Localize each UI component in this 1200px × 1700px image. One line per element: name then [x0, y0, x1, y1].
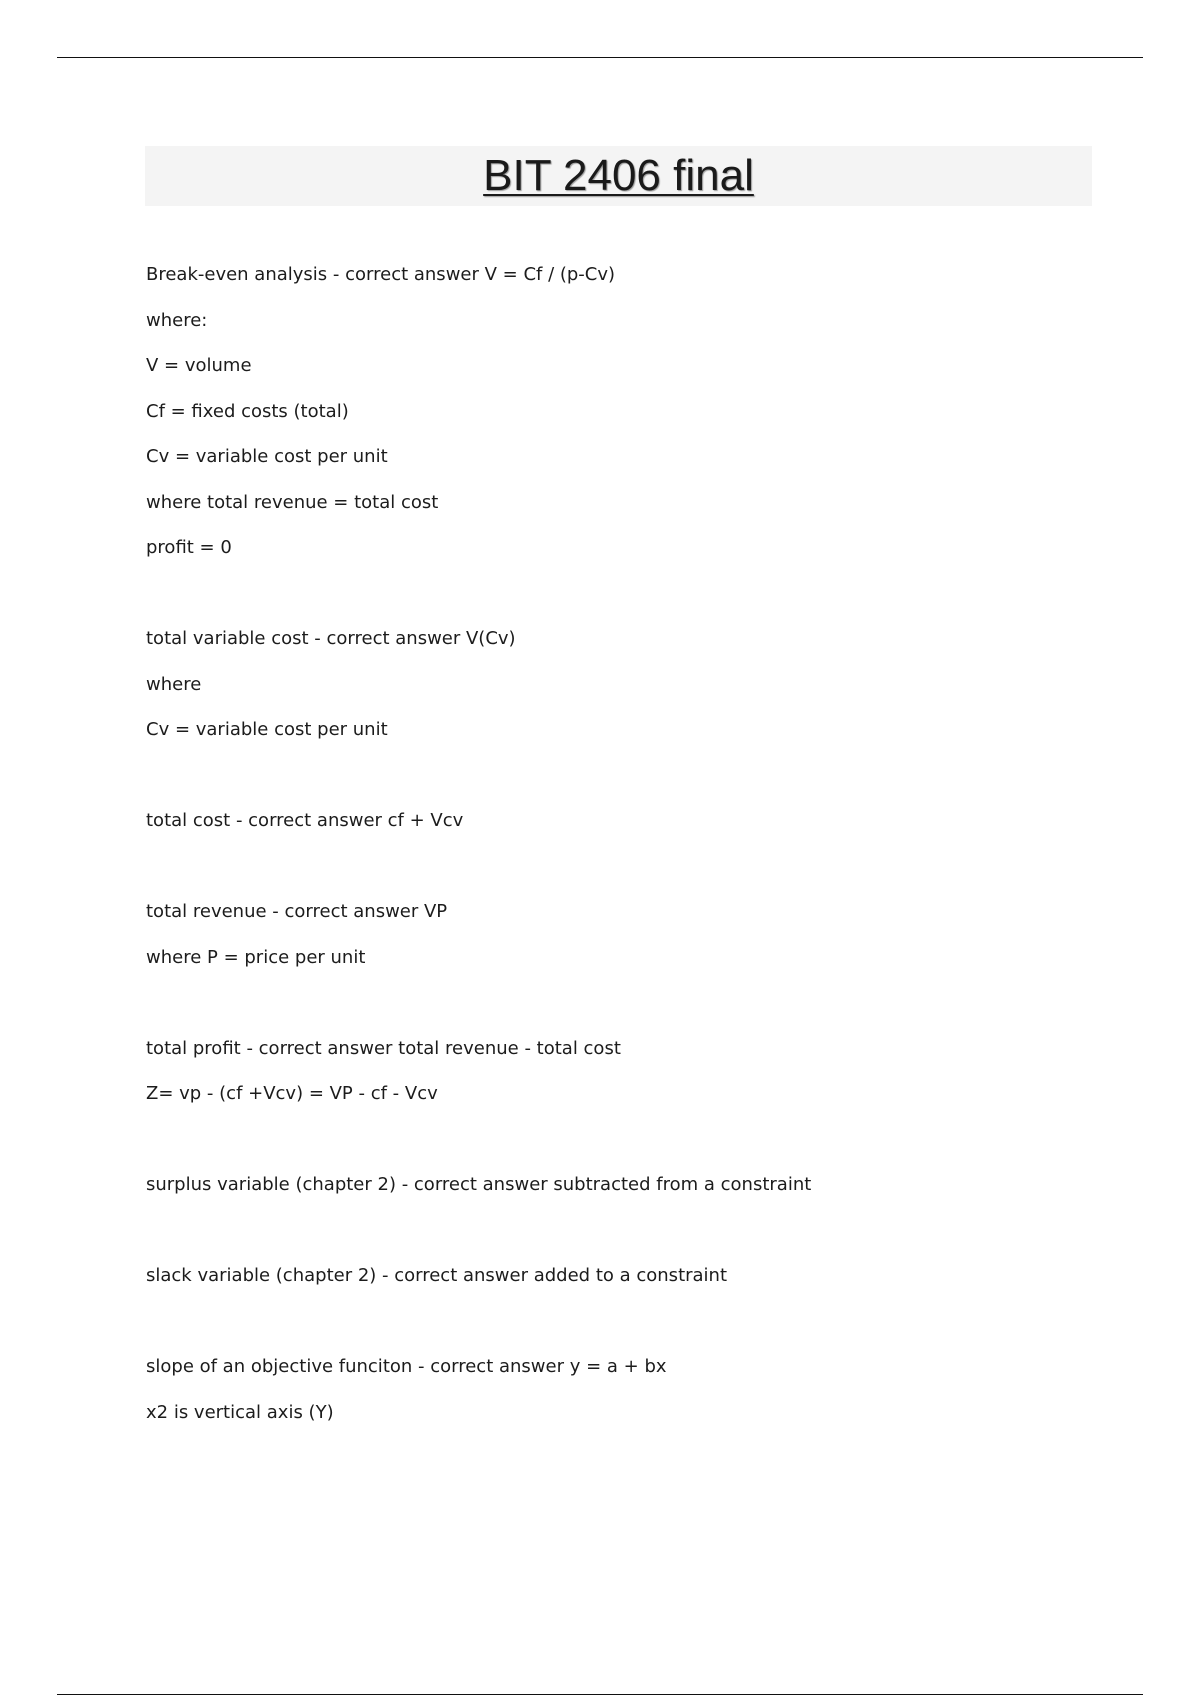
text-line: V = volume	[146, 355, 252, 376]
text-line: where total revenue = total cost	[146, 491, 439, 513]
qa-block-total-cost	[146, 798, 1086, 844]
qa-block-total-revenue	[146, 889, 1086, 980]
bottom-rule	[57, 1694, 1143, 1695]
qa-block-surplus-variable	[146, 1162, 1086, 1208]
qa-block-objective-slope	[146, 1344, 1086, 1435]
qa-block-break-even	[146, 252, 1086, 571]
text-line: where P = price per unit	[146, 946, 366, 968]
text-line: slack variable (chapter 2) - correct answer added to a constraint	[146, 1265, 728, 1286]
text-line: Z= vp - (cf +Vcv) = VP - cf - Vcv	[146, 1083, 438, 1104]
text-line: Cv = variable cost per unit	[146, 446, 388, 467]
document-body	[146, 252, 1086, 1435]
text-line: total profit - correct answer total revenue - total cost	[146, 1037, 621, 1059]
text-line: x2 is vertical axis (Y)	[146, 1401, 334, 1423]
qa-block-slack-variable	[146, 1253, 1086, 1299]
block-spacer	[146, 753, 1086, 799]
block-spacer	[146, 980, 1086, 1026]
block-spacer	[146, 571, 1086, 617]
block-spacer	[146, 1299, 1086, 1345]
qa-block-total-profit	[146, 1026, 1086, 1117]
text-line: where	[146, 673, 202, 695]
text-line: surplus variable (chapter 2) - correct answer subtracted from a constraint	[146, 1174, 812, 1195]
text-line: where:	[146, 309, 208, 331]
text-line: slope of an objective funciton - correct answer y = a + bx	[146, 1356, 667, 1377]
block-spacer	[146, 844, 1086, 890]
text-line: total revenue - correct answer VP	[146, 901, 448, 922]
top-rule	[57, 57, 1143, 58]
block-spacer	[146, 1208, 1086, 1254]
qa-block-total-variable-cost	[146, 616, 1086, 753]
text-line: Cv = variable cost per unit	[146, 719, 388, 740]
text-line: total cost - correct answer cf + Vcv	[146, 810, 464, 831]
text-line: profit = 0	[146, 537, 232, 558]
text-line: Cf = fixed costs (total)	[146, 400, 349, 422]
text-line: Break-even analysis - correct answer V = Cf / (p-Cv)	[146, 264, 616, 285]
block-spacer	[146, 1117, 1086, 1163]
title-band	[145, 146, 1092, 206]
text-line: total variable cost - correct answer V(Cv)	[146, 628, 516, 649]
document-title: BIT 2406 final	[483, 151, 754, 200]
